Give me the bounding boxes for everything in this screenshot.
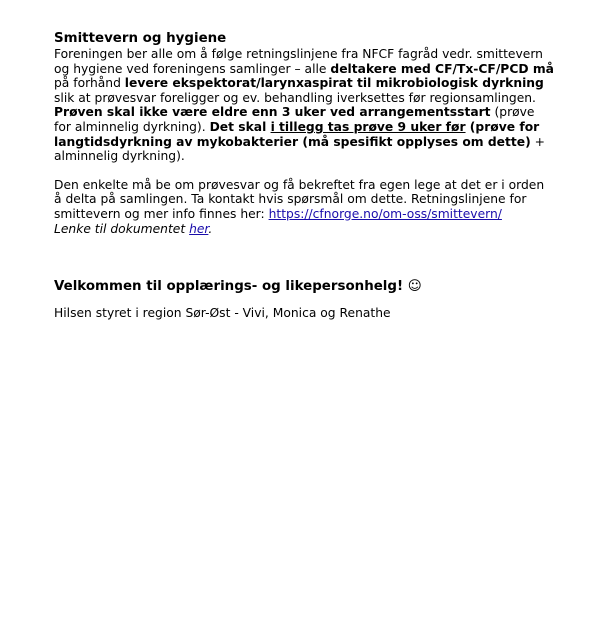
welcome-heading: Velkommen til opplærings- og likepersonhelg! ☺: [54, 279, 422, 295]
bold-text: levere ekspektorat/larynxaspirat til mikrobiologisk dyrkning: [124, 76, 544, 91]
text: (prøve for alminnelig dyrkning).: [54, 105, 535, 134]
document-link[interactable]: her: [189, 221, 209, 236]
greeting-text: Hilsen styret i region Sør-Øst - Vivi, Monica og Renathe: [54, 306, 391, 321]
text: Den enkelte må be om prøvesvar og få bekreftet fra egen lege at det er i orden å delta på samlingen. Ta kontakt hvis spørsmål om dette. Retningslinjene for smittevern og mer info finnes her:: [54, 177, 545, 221]
text: slik at prøvesvar foreligger og ev. behandling iverksettes før regionsamlingen.: [54, 90, 536, 105]
document-page: [54, 31, 554, 321]
bold-text: Det skal: [209, 119, 271, 134]
document-link-label: Lenke til dokumentet: [54, 221, 190, 236]
bold-text: Prøven skal ikke være eldre enn 3 uker ved arrangementsstart: [54, 105, 491, 120]
text: .: [208, 221, 213, 236]
text: på forhånd: [54, 76, 125, 91]
hygiene-paragraph: [54, 47, 554, 164]
text: Foreningen ber alle om å følge retningslinjene fra NFCF fagråd vedr. smittevern og hygiene ved foreningens samlinger – alle: [54, 47, 543, 76]
bold-underlined-text: i tillegg tas prøve 9 uker før: [270, 119, 466, 134]
bold-text: deltakere med CF/Tx-CF/PCD må: [330, 61, 554, 76]
section-heading: Smittevern og hygiene: [54, 31, 227, 46]
smittevern-link[interactable]: https://cfnorge.no/om-oss/smittevern/: [268, 206, 502, 221]
text: + alminnelig dyrkning).: [54, 134, 545, 164]
info-paragraph: [54, 178, 554, 236]
bold-text: (prøve for langtidsdyrkning av mykobakterier (må spesifikt opplyses om dette): [54, 119, 540, 149]
